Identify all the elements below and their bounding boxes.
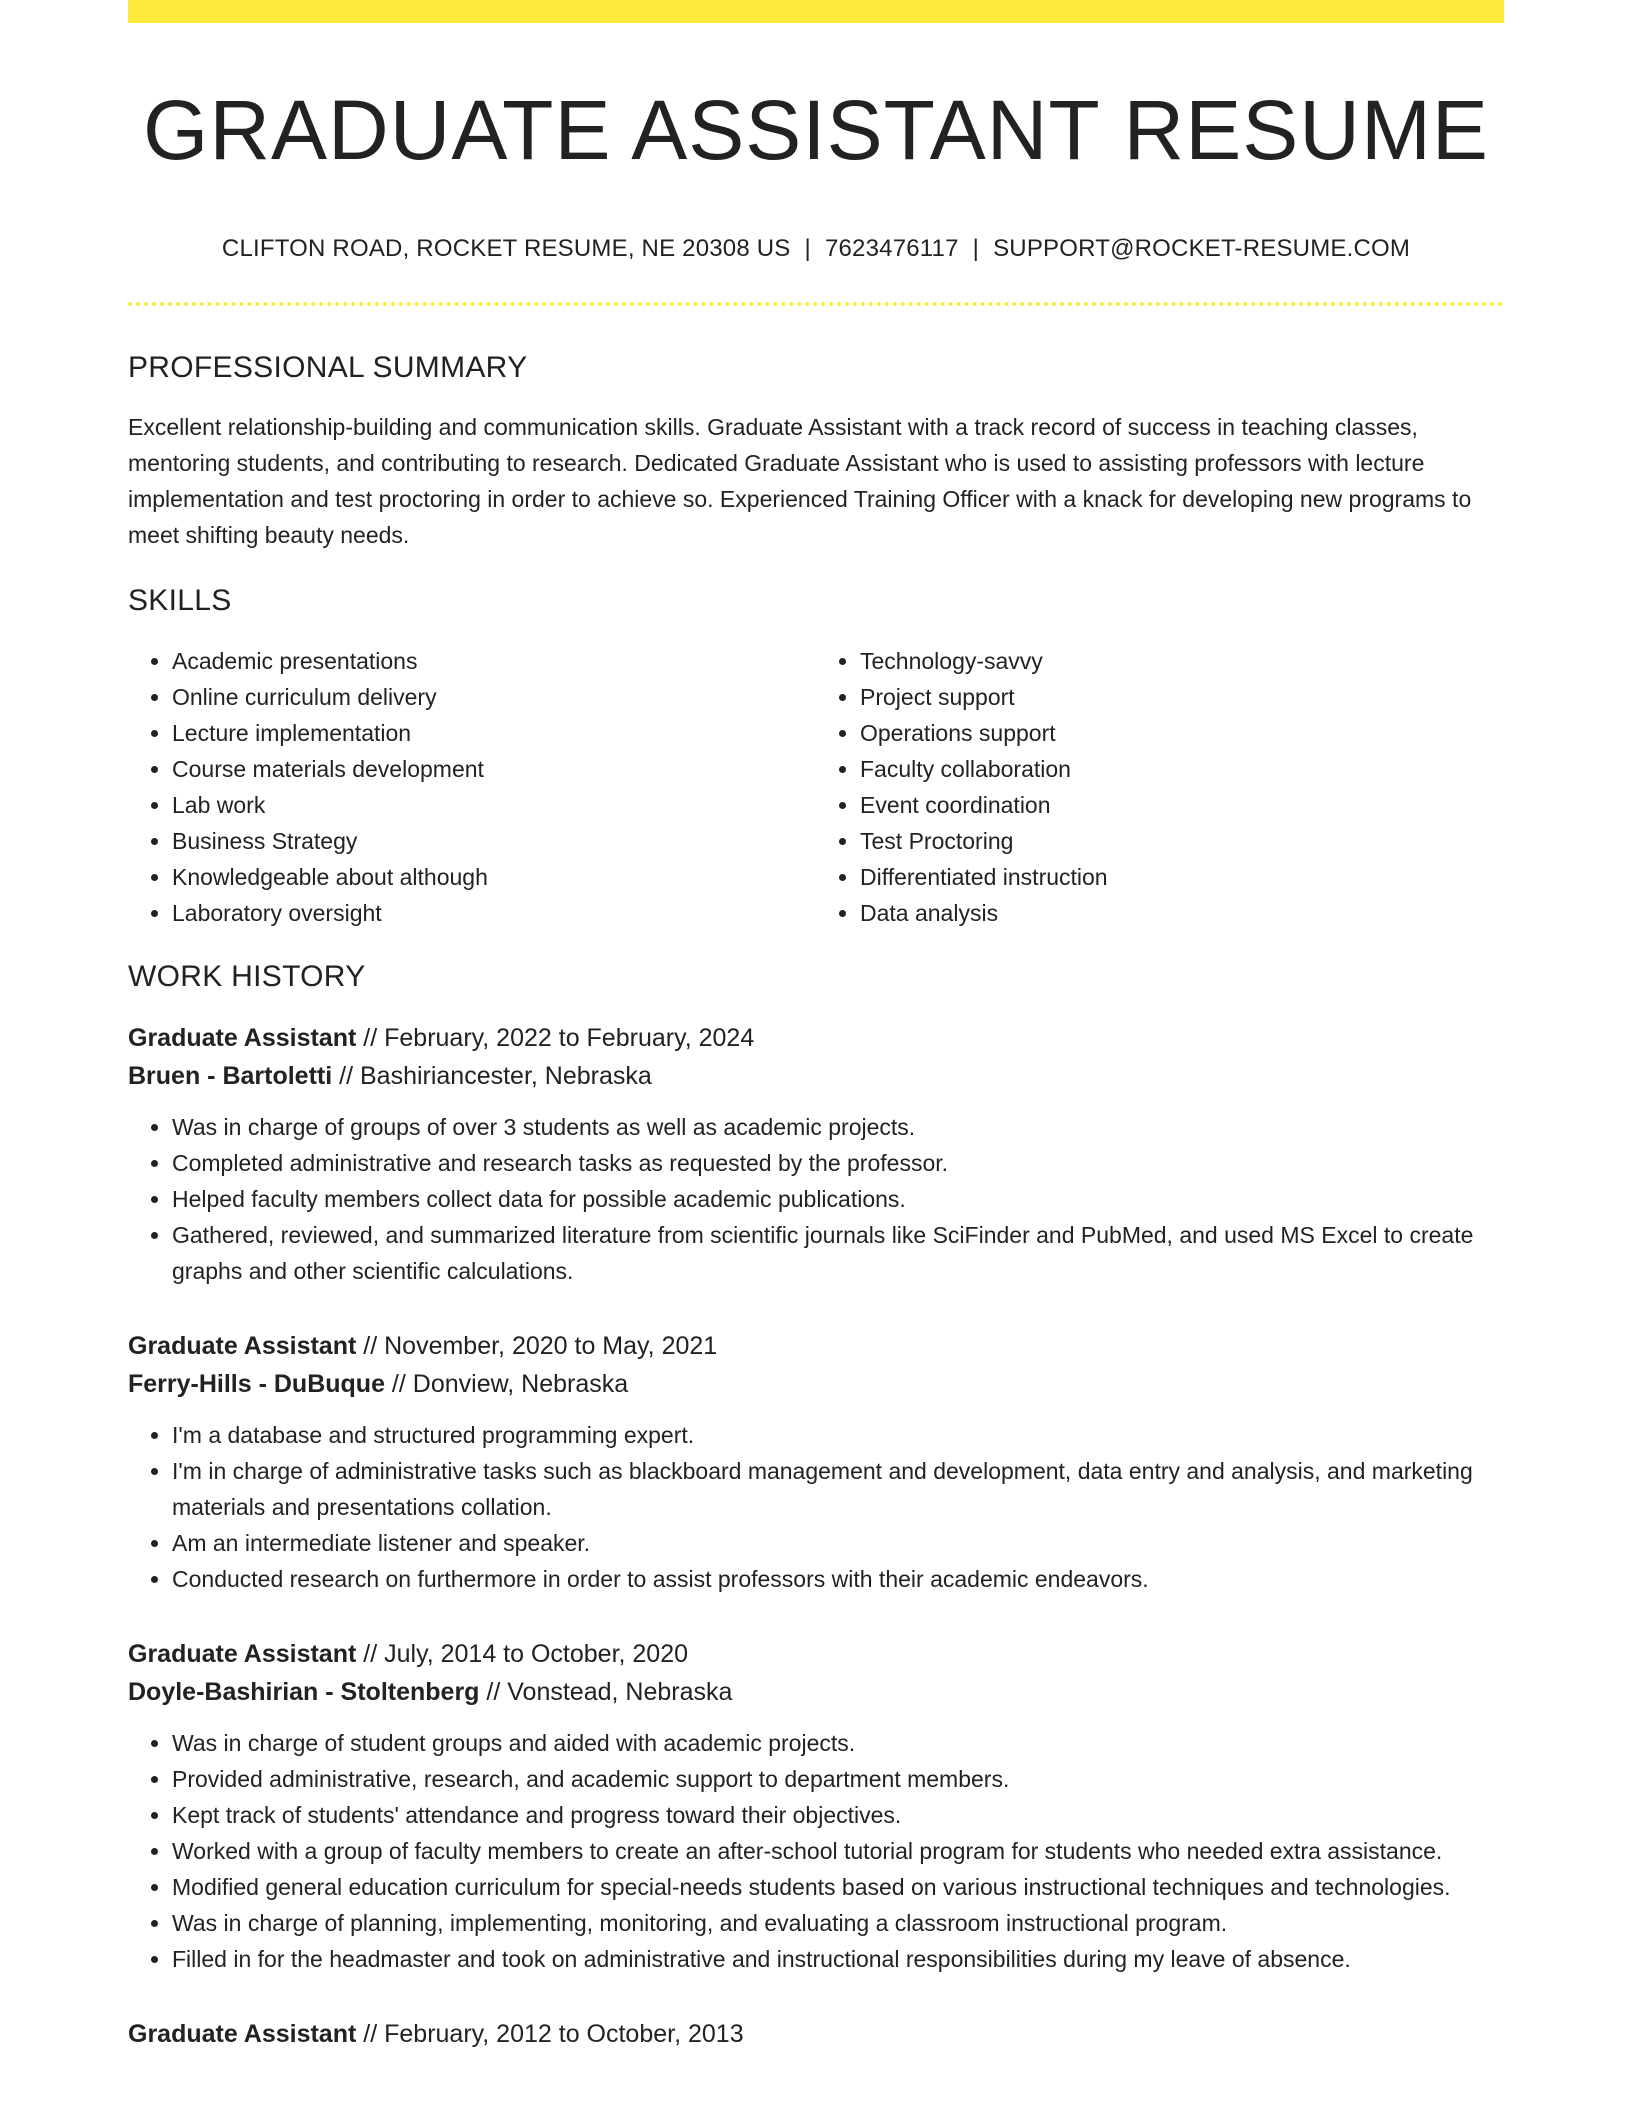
job-bullet: • Helped faculty members collect data for possible academic publications.	[172, 1181, 1504, 1217]
job-bullets	[128, 1725, 1504, 1977]
job-bullet: • Gathered, reviewed, and summarized literature from scientific journals like SciFinder and PubMed, and used MS Excel to create graphs and other scientific calculations.	[172, 1217, 1504, 1289]
skill-item: • Project support	[860, 679, 1504, 715]
job-bullet: • Worked with a group of faculty members to create an after-school tutorial program for students who needed extra assistance.	[172, 1833, 1504, 1869]
job-bullet: • I'm in charge of administrative tasks such as blackboard management and development, data entry and analysis, and marketing materials and presentations collation.	[172, 1453, 1504, 1525]
job-dates: February, 2012 to October, 2013	[384, 2020, 744, 2048]
job-bullet: • Filled in for the headmaster and took on administrative and instructional responsibilities during my leave of absence.	[172, 1941, 1504, 1977]
job-bullet: • Modified general education curriculum for special-needs students based on various instructional techniques and technologies.	[172, 1869, 1504, 1905]
job-bullet: • Was in charge of student groups and aided with academic projects.	[172, 1725, 1504, 1761]
summary-text: Excellent relationship-building and communication skills. Graduate Assistant with a track record of success in teaching classes, mentoring students, and contributing to research. Dedicated Graduate Assistant who is used to assisting professors with lecture implementation and test proctoring in order to achieve so. Experienced Training Officer with a knack for developing new programs to meet shifting beauty needs.	[128, 414, 1472, 548]
job-separator: //	[356, 1640, 385, 1668]
job-company-line	[128, 1365, 1504, 1403]
job-bullet: • Was in charge of groups of over 3 students as well as academic projects.	[172, 1109, 1504, 1145]
job-bullet: • Conducted research on furthermore in order to assist professors with their academic endeavors.	[172, 1561, 1504, 1597]
job-bullets	[128, 1417, 1504, 1597]
job-title-line	[128, 2015, 1504, 2053]
work-history-heading: WORK HISTORY	[128, 960, 366, 993]
job-company: Doyle-Bashirian - Stoltenberg	[128, 1678, 480, 1706]
summary-heading: PROFESSIONAL SUMMARY	[128, 351, 528, 384]
skill-item: • Differentiated instruction	[860, 859, 1504, 895]
contact-separator: |	[972, 235, 980, 262]
skill-item: • Academic presentations	[172, 643, 816, 679]
skills-column-right	[816, 643, 1504, 931]
job-bullet: • Am an intermediate listener and speaker.	[172, 1525, 1504, 1561]
job-bullets	[128, 1109, 1504, 1289]
skill-item: • Data analysis	[860, 895, 1504, 931]
job-title-line	[128, 1635, 1504, 1673]
job-separator: //	[356, 2020, 385, 2048]
page-title: GRADUATE ASSISTANT RESUME	[143, 83, 1489, 177]
job-entry	[128, 1635, 1504, 1977]
skill-item: • Knowledgeable about although	[172, 859, 816, 895]
job-title-line	[128, 1019, 1504, 1057]
skill-item: • Operations support	[860, 715, 1504, 751]
job-bullet: • Kept track of students' attendance and progress toward their objectives.	[172, 1797, 1504, 1833]
skill-item: • Technology-savvy	[860, 643, 1504, 679]
contact-separator: |	[804, 235, 811, 262]
job-title: Graduate Assistant	[128, 1024, 357, 1052]
skills-column-left	[128, 643, 816, 931]
job-location: Donview, Nebraska	[412, 1370, 629, 1398]
job-title-line	[128, 1327, 1504, 1365]
job-entry	[128, 1019, 1504, 1289]
skill-item: • Course materials development	[172, 751, 816, 787]
skill-item: • Business Strategy	[172, 823, 816, 859]
skill-item: • Faculty collaboration	[860, 751, 1504, 787]
contact-address: CLIFTON ROAD, ROCKET RESUME, NE 20308 US	[221, 235, 791, 262]
job-bullet: • I'm a database and structured programming expert.	[172, 1417, 1504, 1453]
job-location: Vonstead, Nebraska	[507, 1678, 733, 1706]
job-dates: November, 2020 to May, 2021	[384, 1332, 718, 1360]
contact-email: SUPPORT@ROCKET-RESUME.COM	[993, 235, 1411, 262]
skill-item: • Lab work	[172, 787, 816, 823]
contact-phone: 7623476117	[824, 235, 959, 262]
job-separator: //	[356, 1024, 385, 1052]
skill-item: • Laboratory oversight	[172, 895, 816, 931]
job-dates: July, 2014 to October, 2020	[384, 1640, 689, 1668]
job-company: Ferry-Hills - DuBuque	[128, 1370, 385, 1398]
job-bullet: • Was in charge of planning, implementing, monitoring, and evaluating a classroom instructional program.	[172, 1905, 1504, 1941]
skill-item: • Test Proctoring	[860, 823, 1504, 859]
job-company-line	[128, 1057, 1504, 1095]
job-dates: February, 2022 to February, 2024	[384, 1024, 755, 1052]
job-entry	[128, 2015, 1504, 2053]
resume-content	[128, 0, 1504, 2053]
job-location: Bashiriancester, Nebraska	[359, 1062, 652, 1090]
contact-line	[128, 234, 1504, 264]
job-bullet: • Completed administrative and research tasks as requested by the professor.	[172, 1145, 1504, 1181]
job-title: Graduate Assistant	[128, 2020, 357, 2048]
job-separator: //	[479, 1678, 508, 1706]
job-bullet: • Provided administrative, research, and academic support to department members.	[172, 1761, 1504, 1797]
skills-list	[128, 643, 1504, 931]
job-separator: //	[332, 1062, 360, 1090]
skill-item: • Event coordination	[860, 787, 1504, 823]
dotted-divider	[128, 302, 1504, 306]
job-company-line	[128, 1673, 1504, 1711]
job-company: Bruen - Bartoletti	[128, 1062, 333, 1090]
skills-heading: SKILLS	[128, 584, 232, 617]
job-title: Graduate Assistant	[128, 1640, 357, 1668]
skill-item: • Lecture implementation	[172, 715, 816, 751]
job-separator: //	[384, 1370, 413, 1398]
skill-item: • Online curriculum delivery	[172, 679, 816, 715]
job-entry	[128, 1327, 1504, 1597]
job-title: Graduate Assistant	[128, 1332, 357, 1360]
job-separator: //	[356, 1332, 385, 1360]
